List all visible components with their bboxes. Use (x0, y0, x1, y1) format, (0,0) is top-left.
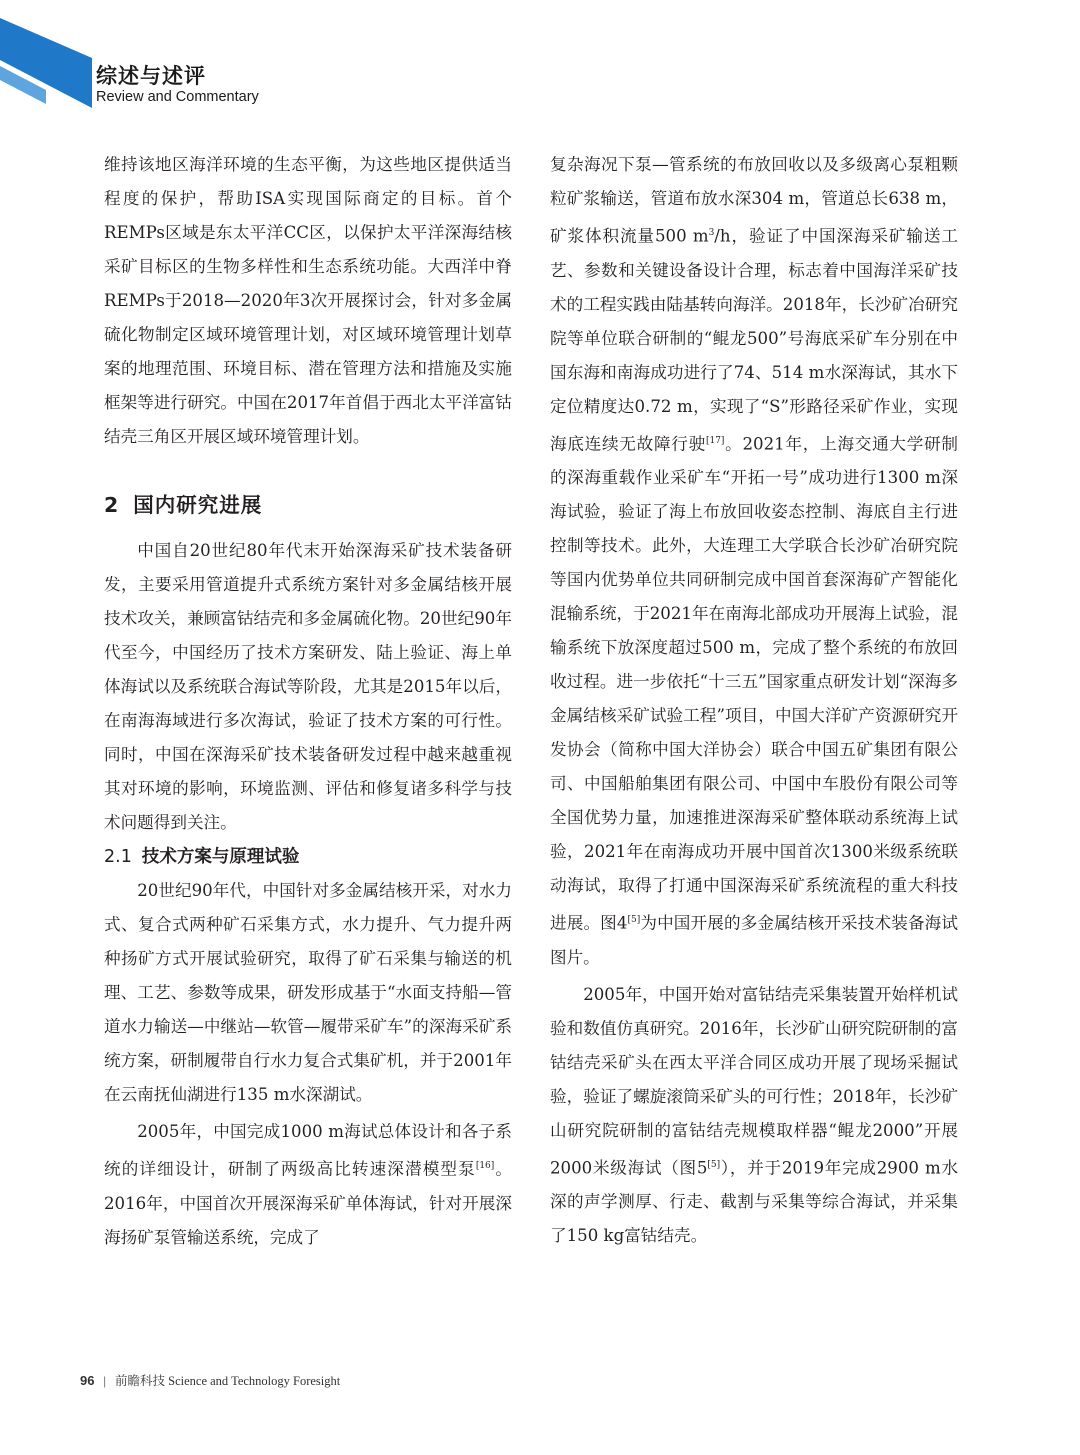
paragraph: 20世纪90年代，中国针对多金属结核开采，对水力式、复合式两种矿石采集方式，水力提升、气力提升两种扬矿方式开展试验研究，取得了矿石采集与输送的机理、工艺、参数等成果，研发形成基于“水面支持船—管道水力输送—中继站—软管—履带采矿车”的深海采矿系统方案，研制履带自行水力复合式集矿机，并于2001年在云南抚仙湖进行135 m水深湖试。 (104, 881, 512, 1104)
corner-stripe-decoration (0, 0, 96, 112)
citation-ref: [5] (627, 915, 641, 926)
paragraph-text: 。2021年，上海交通大学研制的深海重载作业采矿车“开拓一号”成功进行1300 m深海试验，验证了海上布放回收姿态控制、海底自主行进控制等技术。此外，大连理工大学联合长沙矿冶研究院等国内优势单位共同研制完成中国首套深海矿产智能化混输系统，于2021年在南海北部成功开展海上试验，混输系统下放深度超过500 m，完成了整个系统的布放回收过程。进一步依托“十三五”国家重点研发计划“深海多金属结核采矿试验工程”项目，中国大洋矿产资源研究开发协会（简称中国大洋协会）联合中国五矿集团有限公司、中国船舶集团有限公司、中国中车股份有限公司等全国优势力量，加速推进深海采矿整体联动系统海上试验，2021年在南海成功开展中国首次1300米级系统联动海试，取得了打通中国深海采矿系统流程的重大科技进展。图4 (550, 434, 959, 933)
footer-separator: | (103, 1374, 106, 1388)
superscript: 3 (708, 228, 715, 238)
journal-name-cn: 前瞻科技 (114, 1374, 165, 1388)
paragraph (550, 978, 958, 1254)
citation-ref: [5] (707, 1159, 721, 1170)
section-heading (104, 488, 512, 522)
citation-ref: [17] (705, 435, 725, 446)
journal-name-en: Science and Technology Foresight (168, 1374, 341, 1388)
paragraph (550, 148, 958, 975)
paragraph-text: 2005年，中国完成1000 m海试总体设计和各子系统的详细设计，研制了两级高比转速深潜模型泵 (104, 1122, 512, 1179)
paragraph-text: 2005年，中国开始对富钴结壳采集装置开始样机试验和数值仿真研究。2016年，长沙矿山研究院研制的富钴结壳采矿头在西太平洋合同区成功开展了现场采掘试验，验证了螺旋滚筒采矿头的可行性；2018年，长沙矿山研究院研制的富钴结壳规模取样器“鲲龙2000”开展2000米级海试（图5 (550, 984, 958, 1178)
page-number: 96 (80, 1373, 95, 1388)
paragraph: 维持该地区海洋环境的生态平衡，为这些地区提供适当程度的保护，帮助ISA实现国际商定的目标。首个REMPs区域是东太平洋CC区，以保护太平洋深海结核采矿目标区的生物多样性和生态系统功能。大西洋中脊REMPs于2018—2020年3次开展探讨会，针对多金属硫化物制定区域环境管理计划，对区域环境管理计划草案的地理范围、环境目标、潜在管理方法和措施及实施框架等进行研究。中国在2017年首倡于西北太平洋富钴结壳三角区开展区域环境管理计划。 (104, 155, 512, 446)
left-column (104, 148, 512, 1255)
subsection-heading (104, 840, 512, 874)
citation-ref: [16] (475, 1161, 495, 1171)
subsection-number: 2.1 (104, 847, 132, 867)
right-column (550, 148, 958, 1253)
page-footer (80, 1371, 340, 1389)
paragraph-text: 。2016年，中国首次开展深海采矿单体海试，针对开展深海扬矿泵管输送系统，完成了 (104, 1159, 513, 1247)
section-title-cn: 综述与述评 (96, 64, 206, 88)
paragraph-text: 复杂海况下泵—管系统的布放回收以及多级离心泵粗颗粒矿浆输送，管道布放水深304 m，管道总长638 m，矿浆体积流量500 m (550, 155, 958, 246)
paragraph (104, 1115, 512, 1255)
paragraph-text: ），并于2019年完成2900 m水深的声学测厚、行走、截割与采集等综合海试，并采集了150 kg富钴结壳。 (550, 1158, 959, 1246)
paragraph-text: /h，验证了中国深海采矿输送工艺、参数和关键设备设计合理，标志着中国海洋采矿技术的工程实践由陆基转向海洋。2018年，长沙矿冶研究院等单位联合研制的“鲲龙500”号海底采矿车分别在中国东海和南海成功进行了74、514 m水深海试，其水下定位精度达0.72 m，实现了“S”形路径采矿作业，实现海底连续无故障行驶 (550, 226, 959, 454)
section-number: 2 (104, 493, 120, 517)
subsection-heading-text: 技术方案与原理试验 (141, 847, 300, 867)
paragraph: 中国自20世纪80年代末开始深海采矿技术装备研发，主要采用管道提升式系统方案针对多金属结核开展技术攻关，兼顾富钴结壳和多金属硫化物。20世纪90年代至今，中国经历了技术方案研发、陆上验证、海上单体海试以及系统联合海试等阶段，尤其是2015年以后，在南海海域进行多次海试，验证了技术方案的可行性。同时，中国在深海采矿技术装备研发过程中越来越重视其对环境的影响，环境监测、评估和修复诸多科学与技术问题得到关注。 (104, 541, 512, 832)
section-title-en: Review and Commentary (96, 89, 259, 105)
section-heading-text: 国内研究进展 (133, 493, 263, 517)
paragraph-text: 为中国开展的多金属结核开采技术装备海试图片。 (550, 913, 959, 967)
